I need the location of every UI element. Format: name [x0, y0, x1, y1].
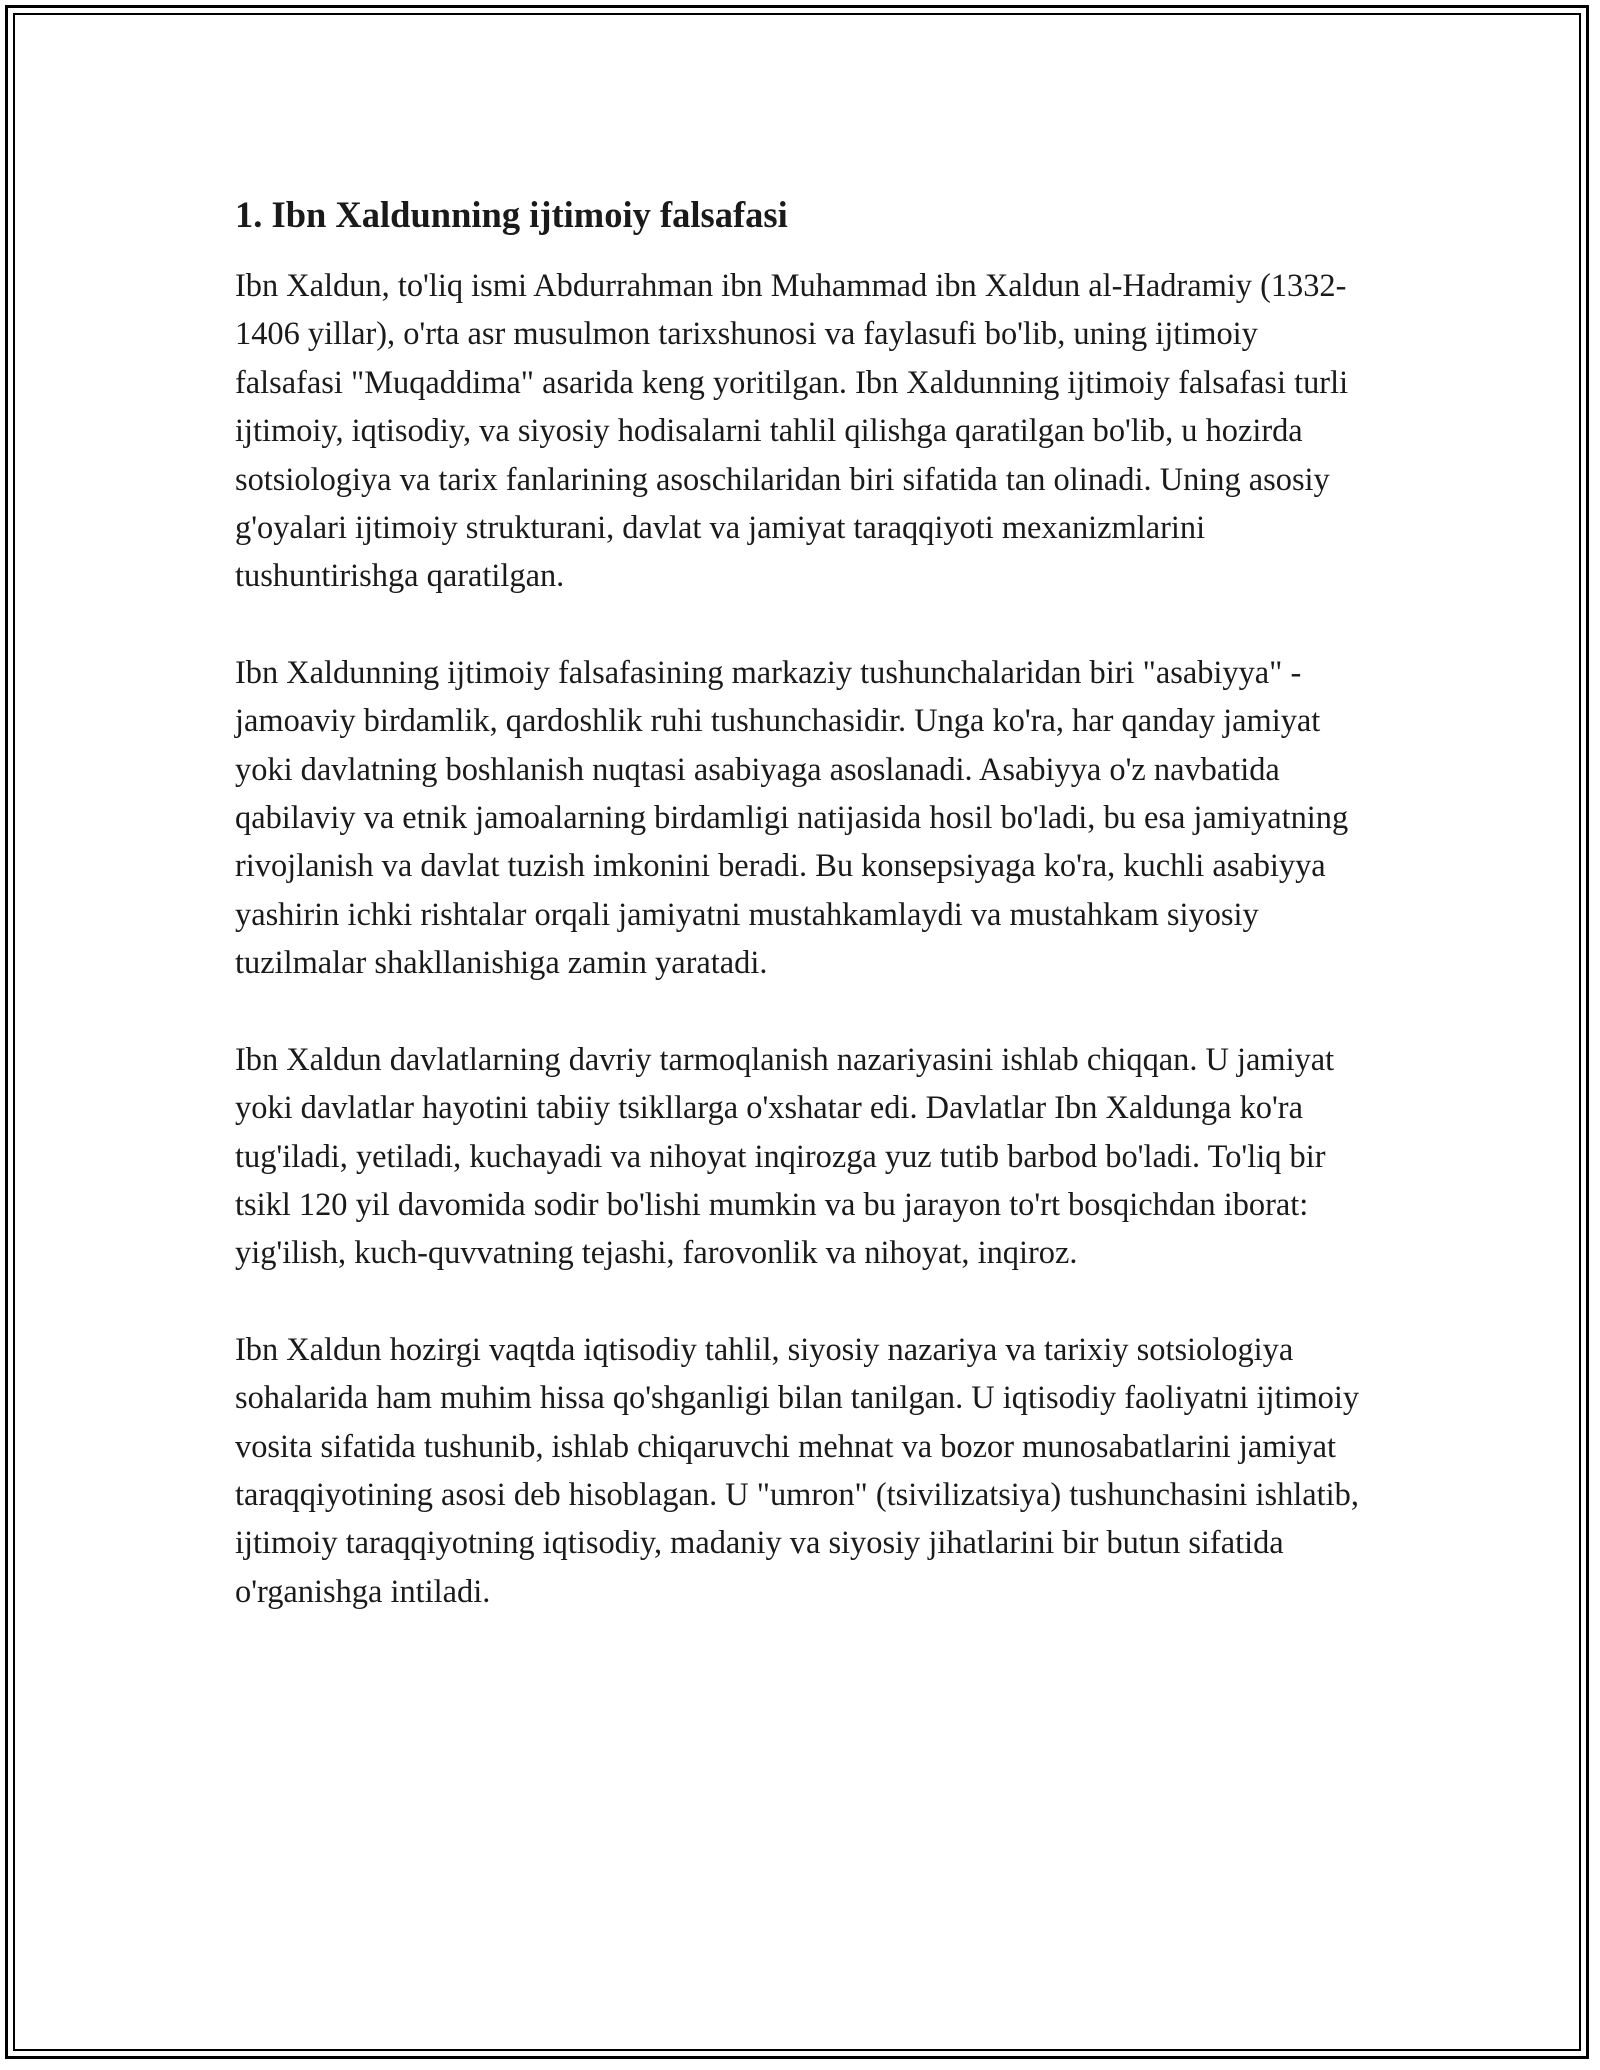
section-heading: 1. Ibn Xaldunning ijtimoiy falsafasi	[235, 194, 788, 235]
paragraph-umron: Ibn Xaldun hozirgi vaqtda iqtisodiy tahlil, siyosiy nazariya va tarixiy sotsiologiya sohalarida ham muhim hissa qo'shganligi bilan tanilgan. U iqtisodiy faoliyatni ijtimoiy vosita sifatida tushunib, ishlab chiqaruvchi mehnat va bozor munosabatlarini jamiyat taraqqiyotining asosi deb hisoblagan. U "umron" (tsivilizatsiya) tushunchasini ishlatib, ijtimoiy taraqqiyotning iqtisodiy, madaniy va siyosiy jihatlarini bir butun sifatida o'rganishga intiladi.	[235, 1331, 1360, 1610]
paragraph-asabiyya: Ibn Xaldunning ijtimoiy falsafasining markaziy tushunchalaridan biri "asabiyya" - jamoaviy birdamlik, qardoshlik ruhi tushunchasidir. Unga ko'ra, har qanday jamiyat yoki davlatning boshlanish nuqtasi asabiyaga asoslanadi. Asabiyya o'z navbatida qabilaviy va etnik jamoalarning birdamligi natijasida hosil bo'ladi, bu esa jamiyatning rivojlanish va davlat tuzish imkonini beradi. Bu konsepsiyaga ko'ra, kuchli asabiyya yashirin ichki rishtalar orqali jamiyatni mustahkamlaydi va mustahkam siyosiy tuzilmalar shakllanishiga zamin yaratadi.	[235, 654, 1349, 982]
document-body	[235, 190, 1370, 1664]
paragraph-intro: Ibn Xaldun, to'liq ismi Abdurrahman ibn Muhammad ibn Xaldun al-Hadramiy (1332-1406 yillar), o'rta asr musulmon tarixshunosi va faylasufi bo'lib, uning ijtimoiy falsafasi "Muqaddima" asarida keng yoritilgan. Ibn Xaldunning ijtimoiy falsafasi turli ijtimoiy, iqtisodiy, va siyosiy hodisalarni tahlil qilishga qaratilgan bo'lib, u hozirda sotsiologiya va tarix fanlarining asoschilaridan biri sifatida tan olinadi. Uning asosiy g'oyalari ijtimoiy strukturani, davlat va jamiyat taraqqiyoti mexanizmlarini tushuntirishga qaratilgan.	[235, 268, 1349, 595]
paragraph-state-cycles: Ibn Xaldun davlatlarning davriy tarmoqlanish nazariyasini ishlab chiqqan. U jamiyat yoki davlatlar hayotini tabiiy tsikllarga o'xshatar edi. Davlatlar Ibn Xaldunga ko'ra tug'iladi, yetiladi, kuchayadi va nihoyat inqirozga yuz tutib barbod bo'ladi. To'liq bir tsikl 120 yil davomida sodir bo'lishi mumkin va bu jarayon to'rt bosqichdan iborat: yig'ilish, kuch-quvvatning tejashi, farovonlik va nihoyat, inqiroz.	[235, 1041, 1335, 1272]
